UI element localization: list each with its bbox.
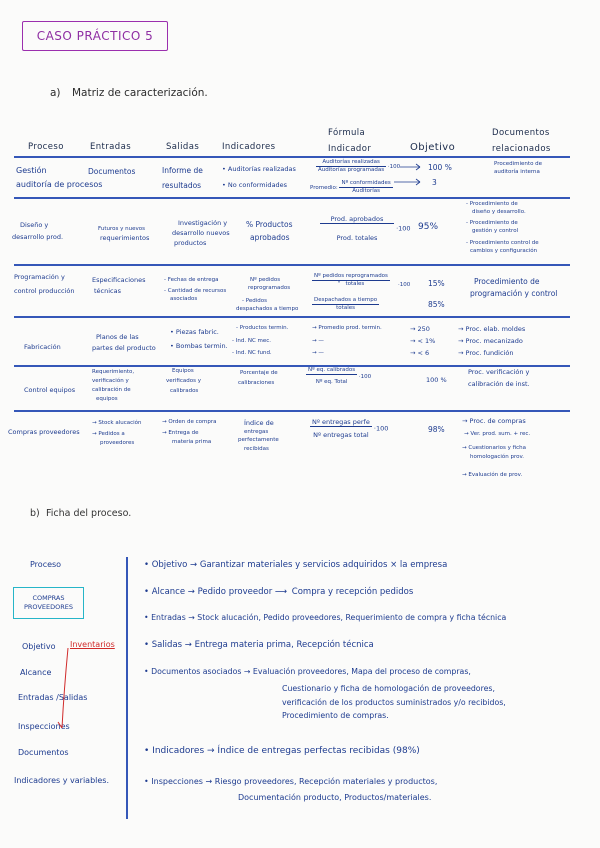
formula-numerator: Nº pedidos reprogramados — [314, 273, 388, 279]
salida-cell: Investigación y — [178, 219, 228, 227]
formula-numerator: Despachados a tiempo — [314, 297, 378, 303]
proceso-cell: control producción — [14, 287, 75, 295]
row-rule-1 — [14, 197, 570, 199]
indicador-cell: perfectamente — [238, 437, 279, 443]
ficha-indicadores-key: • Indicadores — [144, 746, 205, 756]
ficha-label-entradas-salidas: Entradas /Salidas — [18, 693, 88, 702]
ficha-alcance — [144, 587, 413, 597]
ficha-entradas — [144, 613, 506, 622]
formula-numerator: Prod. aprobados — [320, 215, 394, 224]
documento-cell: cambios y configuración — [470, 248, 538, 254]
salida-cell: - Cantidad de recursos — [164, 288, 227, 294]
objetivo-cell: 95% — [418, 222, 439, 232]
row-rule-4 — [14, 365, 570, 367]
entrada-cell: verificación y — [92, 378, 129, 384]
documento-cell: gestión y control — [472, 228, 519, 234]
indicador-cell: calibraciones — [238, 380, 275, 386]
compras-label-1: COMPRAS — [32, 594, 65, 602]
indicador-cell: aprobados — [250, 233, 290, 242]
ficha-label-documentos: Documentos — [18, 748, 69, 757]
documento-cell: calibración de inst. — [468, 380, 530, 388]
entrada-cell: Especificaciones — [92, 276, 146, 284]
indicador-cell: - Productos termin. — [236, 325, 289, 331]
salida-cell: productos — [174, 239, 207, 247]
indicador-cell: despachados a tiempo — [236, 306, 299, 312]
formula-numerator: Auditorías realizadas — [316, 159, 386, 167]
salida-cell: asociados — [170, 296, 198, 302]
objetivo-cell: → 250 — [410, 325, 430, 333]
indicador-cell: • Auditorías realizadas — [222, 165, 296, 173]
proceso-cell: Gestión — [16, 166, 47, 175]
ficha-salidas-key: • Salidas — [144, 640, 183, 650]
indicador-cell: recibidas — [244, 446, 269, 452]
objetivo-cell: 100 % — [428, 163, 452, 172]
formula-numerator: Nº entregas perfe — [312, 418, 370, 426]
entrada-cell: Futuros y nuevos — [98, 226, 145, 232]
header-objetivo: Objetivo — [410, 142, 456, 153]
entrada-cell: calibración de — [92, 387, 131, 393]
compras-label-2: PROVEEDORES — [24, 603, 73, 611]
ficha-documentos-line-2: Cuestionario y ficha de homologación de proveedores, — [282, 684, 495, 693]
formula-multiplier: ·100 — [387, 164, 401, 170]
row-rule-5 — [14, 410, 570, 412]
entrada-cell: → Stock alucación — [92, 420, 142, 426]
entrada-cell: proveedores — [100, 440, 135, 446]
ficha-alcance-key: • Alcance — [144, 587, 186, 597]
salida-cell: • Bombas termin. — [170, 342, 228, 350]
documento-cell: - Procedimiento de — [466, 201, 518, 207]
entrada-cell: técnicas — [94, 287, 121, 295]
formula-denominator: Nº entregas total — [313, 431, 369, 439]
salida-cell: materia prima — [172, 439, 212, 445]
proceso-cell: auditoría de procesos — [16, 180, 103, 189]
objetivo-cell: 85% — [428, 300, 445, 309]
documento-cell: → Cuestionarios y ficha — [462, 445, 526, 451]
objetivo-cell: 15% — [428, 279, 445, 288]
documento-cell: Proc. verificación y — [468, 368, 530, 376]
denominator-text: totales — [345, 281, 365, 287]
salida-cell: • Piezas fabric. — [170, 328, 219, 336]
ficha-divider — [126, 557, 128, 819]
ficha-indicadores — [144, 746, 420, 756]
ficha-label-indicadores: Indicadores y variables. — [14, 776, 110, 785]
ficha-label-objetivo: Objetivo — [22, 642, 56, 651]
ficha-documentos-key: • Documentos asociados — [144, 667, 242, 676]
documento-cell: → Proc. fundición — [458, 349, 514, 357]
quote-mark: " — [337, 281, 341, 287]
indicador-cell: • No conformidades — [222, 181, 288, 189]
ficha-objetivo-key: • Objetivo — [144, 560, 188, 570]
entrada-cell: → Pedidos a — [92, 431, 125, 437]
header-documentos-2: relacionados — [492, 144, 551, 154]
entrada-cell: equipos — [96, 396, 118, 402]
section-a-title: Matriz de caracterización. — [72, 87, 208, 99]
ficha-documentos-line-1: → Evaluación proveedores, Mapa del proceso de compras, — [243, 667, 471, 676]
salida-cell: resultados — [162, 181, 202, 190]
objetivo-cell: 98% — [428, 425, 445, 434]
formula-multiplier: ·100 — [358, 374, 372, 380]
formula-cell — [316, 159, 400, 174]
ficha-inspecciones-line-2: Documentación producto, Productos/materiales. — [238, 793, 432, 802]
indicador-cell: % Productos — [246, 220, 293, 229]
entrada-cell: Documentos — [88, 167, 136, 176]
salida-cell: calibrados — [170, 388, 199, 394]
formula-multiplier: ·100 — [398, 282, 411, 288]
indicador-cell: - Ind. NC mec. — [232, 338, 272, 344]
ficha-salidas-text: → Entrega materia prima, Recepción técnica — [184, 640, 374, 650]
documento-cell: - Procedimiento control de — [466, 240, 539, 246]
entrada-cell: requerimientos — [100, 234, 150, 242]
section-a-marker: a) — [50, 87, 61, 99]
entrada-cell: Planos de las — [96, 333, 139, 341]
formula-cell — [320, 215, 411, 242]
documento-cell: auditoría interna — [494, 169, 540, 175]
salida-cell: → Orden de compra — [162, 419, 217, 425]
salida-cell: → Entrega de — [162, 430, 199, 436]
proceso-cell: Programación y — [14, 273, 65, 281]
formula-cell — [312, 273, 390, 288]
ficha-objetivo-text: → Garantizar materiales y servicios adquiridos × la empresa — [190, 560, 448, 570]
documento-cell: programación y control — [470, 289, 558, 298]
page-title: CASO PRÁCTICO 5 — [36, 29, 154, 43]
ficha-entradas-text: → Stock alucación, Pedido proveedores, Requerimiento de compra y ficha técnica — [188, 613, 507, 622]
header-entradas: Entradas — [90, 142, 132, 152]
formula-denominator: totales — [336, 305, 355, 311]
formula-label: Promedio: — [310, 185, 338, 191]
ficha-documentos — [144, 667, 471, 676]
header-salidas: Salidas — [166, 142, 200, 152]
documento-cell: diseño y desarrollo. — [472, 209, 526, 215]
formula-numerator: Nº conformidades — [341, 180, 391, 186]
ficha-documentos-line-3: verificación de los productos suministrados y/o recibidos, — [282, 698, 506, 707]
formula-denominator: Prod. totales — [336, 234, 378, 242]
formula-cell — [306, 367, 371, 386]
ficha-alcance-text-2: Compra y recepción pedidos — [291, 587, 414, 597]
objetivo-cell: → < 6 — [410, 349, 430, 357]
header-proceso: Proceso — [28, 142, 64, 152]
header-rule — [14, 156, 570, 158]
documento-cell: → Proc. de compras — [462, 417, 526, 425]
ficha-label-inspecciones: Inspecciones — [18, 722, 70, 731]
proceso-cell: Fabricación — [24, 343, 61, 351]
formula-denominator: Auditorías — [352, 188, 381, 194]
proceso-cell: desarrollo prod. — [12, 233, 64, 241]
documento-cell: Procedimiento de — [494, 161, 543, 167]
salida-cell: Informe de — [162, 166, 203, 175]
formula-denominator — [312, 281, 390, 288]
documento-cell: - Procedimiento de — [466, 220, 518, 226]
proceso-cell: Control equipos — [24, 386, 76, 394]
formula-cell — [312, 297, 379, 312]
formula-denominator: Nº eq. Total — [315, 379, 348, 385]
salida-cell: - Fechas de entrega — [164, 277, 219, 283]
header-formula-1: Fórmula — [328, 128, 366, 138]
formula-multiplier: ·100 — [373, 424, 389, 433]
section-b-title: Ficha del proceso. — [46, 508, 132, 519]
formula-cell — [310, 418, 388, 439]
indicador-cell: Porcentaje de — [240, 370, 278, 376]
objetivo-cell: 100 % — [426, 376, 447, 384]
salida-cell: desarrollo nuevos — [172, 229, 230, 237]
compras-box — [13, 587, 84, 619]
entrada-cell: partes del producto — [92, 344, 156, 352]
documento-cell: → Ver. prod. sum. + rec. — [464, 431, 531, 437]
ficha-documentos-line-4: Procedimiento de compras. — [282, 711, 389, 720]
ficha-inspecciones-line-1: → Riesgo proveedores, Recepción materiales y productos, — [205, 777, 438, 786]
documento-cell: → Proc. elab. moldes — [458, 325, 526, 333]
indicador-cell: reprogramados — [248, 285, 291, 291]
ficha-salidas — [144, 640, 374, 650]
documento-cell: → Evaluación de prov. — [462, 472, 523, 478]
row-rule-3 — [14, 316, 570, 318]
indicador-cell: Nº pedidos — [250, 277, 281, 283]
objetivo-cell: → < 1% — [410, 337, 436, 345]
ficha-label-proceso: Proceso — [30, 560, 62, 569]
ficha-objetivo — [144, 560, 447, 570]
ficha-alcance-arrow: ⟶ — [274, 587, 290, 597]
section-b-marker: b) — [30, 508, 40, 519]
indicador-cell: - Pedidos — [242, 298, 267, 304]
header-documentos-1: Documentos — [492, 128, 550, 138]
formula-cell: → — — [312, 350, 324, 356]
objetivo-cell: 3 — [432, 178, 437, 187]
documento-cell: Procedimiento de — [474, 277, 540, 286]
proceso-cell: Diseño y — [20, 221, 49, 229]
row-rule-2 — [14, 264, 570, 266]
header-indicadores: Indicadores — [222, 142, 276, 152]
formula-numerator: Nº eq. calibrados — [308, 367, 356, 373]
salida-cell: Equipos — [172, 368, 194, 374]
ficha-label-alcance: Alcance — [20, 668, 52, 677]
ficha-inspecciones-key: • Inspecciones — [144, 777, 203, 786]
documento-cell: homologación prov. — [470, 454, 525, 460]
salida-cell: verificados y — [166, 378, 202, 384]
formula-cell: → Promedio prod. termin. — [312, 325, 382, 331]
entrada-cell: Requerimiento, — [92, 369, 135, 375]
proceso-cell: Compras proveedores — [8, 428, 80, 436]
documento-cell: → Proc. mecanizado — [458, 337, 523, 345]
ficha-inspecciones — [144, 777, 437, 786]
indicador-cell: entregas — [244, 429, 269, 435]
ficha-label-inventarios: Inventarios — [70, 640, 115, 649]
formula-denominator: Auditorías programadas — [318, 167, 385, 173]
ficha-alcance-text-1: → Pedido proveedor — [187, 587, 273, 597]
ficha-indicadores-text: → Índice de entregas perfectas recibidas (98%) — [207, 746, 420, 756]
header-formula-2: Indicador — [328, 144, 372, 154]
title-box — [22, 21, 168, 51]
formula-cell: → — — [312, 338, 324, 344]
formula-cell — [310, 180, 393, 195]
ficha-entradas-key: • Entradas — [144, 613, 186, 622]
indicador-cell: - Ind. NC fund. — [232, 350, 272, 356]
formula-multiplier: ·100 — [396, 224, 411, 233]
indicador-cell: Índice de — [244, 419, 274, 427]
